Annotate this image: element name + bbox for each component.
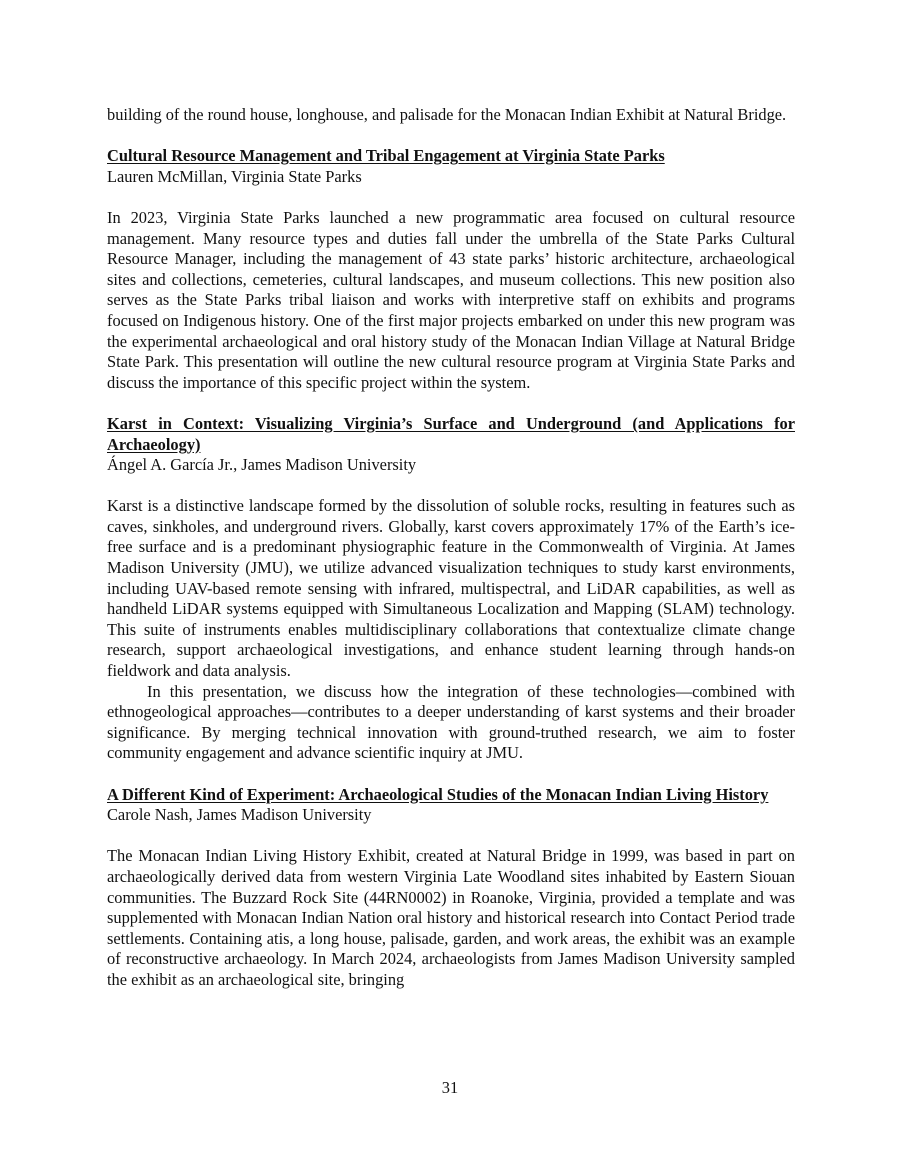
abstract-paragraph: Karst is a distinctive landscape formed by the dissolution of soluble rocks, resulting in features such as caves, sinkholes, and underground rivers. Globally, karst covers approximately 17% of the Earth’s ice-free surface and is a predominant physiographic feature in the Commonwealth of Virginia. At James Madison University (JMU), we utilize advanced visualization techniques to study karst environments, including UAV-based remote sensing with infrared, multispectral, and LiDAR capabilities, as well as handheld LiDAR systems equipped with Simultaneous Localization and Mapping (SLAM) technology. This suite of instruments enables multidisciplinary collaborations that contextualize climate change research, support archaeological investigations, and enhance student learning through hands-on fieldwork and data analysis. — [107, 496, 795, 681]
spacer — [107, 187, 795, 208]
abstract-different-kind-of-experiment — [107, 785, 795, 991]
abstract-karst-in-context — [107, 414, 795, 764]
spacer — [107, 476, 795, 497]
spacer — [107, 393, 795, 414]
abstract-author: Ángel A. García Jr., James Madison University — [107, 455, 417, 475]
abstract-cultural-resource-management — [107, 146, 795, 393]
spacer — [107, 826, 795, 847]
abstract-paragraph: In 2023, Virginia State Parks launched a new programmatic area focused on cultural resource management. Many resource types and duties fall under the umbrella of the State Parks Cultural Resource Manager, including the management of 43 state parks’ historic architecture, archaeological sites and collections, cemeteries, cultural landscapes, and museum collections. This new position also serves as the State Parks tribal liaison and works with interpretive staff on exhibits and programs focused on Indigenous history. One of the first major projects embarked on under this new program was the experimental archaeological and oral history study of the Monacan Indian Village at Natural Bridge State Park. This presentation will outline the new cultural resource program at Virginia State Parks and discuss the importance of this specific project within the system. — [107, 207, 795, 392]
continuation-paragraph: building of the round house, longhouse, and palisade for the Monacan Indian Exhibit at Natural Bridge. — [107, 105, 787, 124]
abstract-author: Carole Nash, James Madison University — [107, 805, 372, 825]
abstract-author: Lauren McMillan, Virginia State Parks — [107, 166, 362, 186]
abstract-title: A Different Kind of Experiment: Archaeological Studies of the Monacan Indian Living History — [107, 784, 769, 804]
abstract-title: Karst in Context: Visualizing Virginia’s Surface and Underground (and Applications for Archaeology) — [107, 413, 795, 454]
spacer — [107, 126, 795, 147]
abstract-paragraph: The Monacan Indian Living History Exhibit, created at Natural Bridge in 1999, was based in part on archaeologically derived data from western Virginia Late Woodland sites inhabited by Eastern Siouan communities. The Buzzard Rock Site (44RN0002) in Roanoke, Virginia, provided a template and was supplemented with Monacan Indian Nation oral history and historical research into Contact Period trade settlements. Containing atis, a long house, palisade, garden, and work areas, the exhibit was an example of reconstructive archaeology. In March 2024, archaeologists from James Madison University sampled the exhibit as an archaeological site, bringing — [107, 846, 795, 989]
spacer — [107, 764, 795, 785]
abstract-title: Cultural Resource Management and Tribal Engagement at Virginia State Parks — [107, 146, 665, 166]
page-number: 31 — [441, 1078, 459, 1097]
abstract-paragraph: In this presentation, we discuss how the integration of these technologies—combined with ethnogeological approaches—contributes to a deeper understanding of karst systems and their broader significance. By merging technical innovation with ground-truthed research, we aim to foster community engagement and advance scientific inquiry at JMU. — [107, 681, 795, 763]
document-page — [107, 105, 795, 991]
